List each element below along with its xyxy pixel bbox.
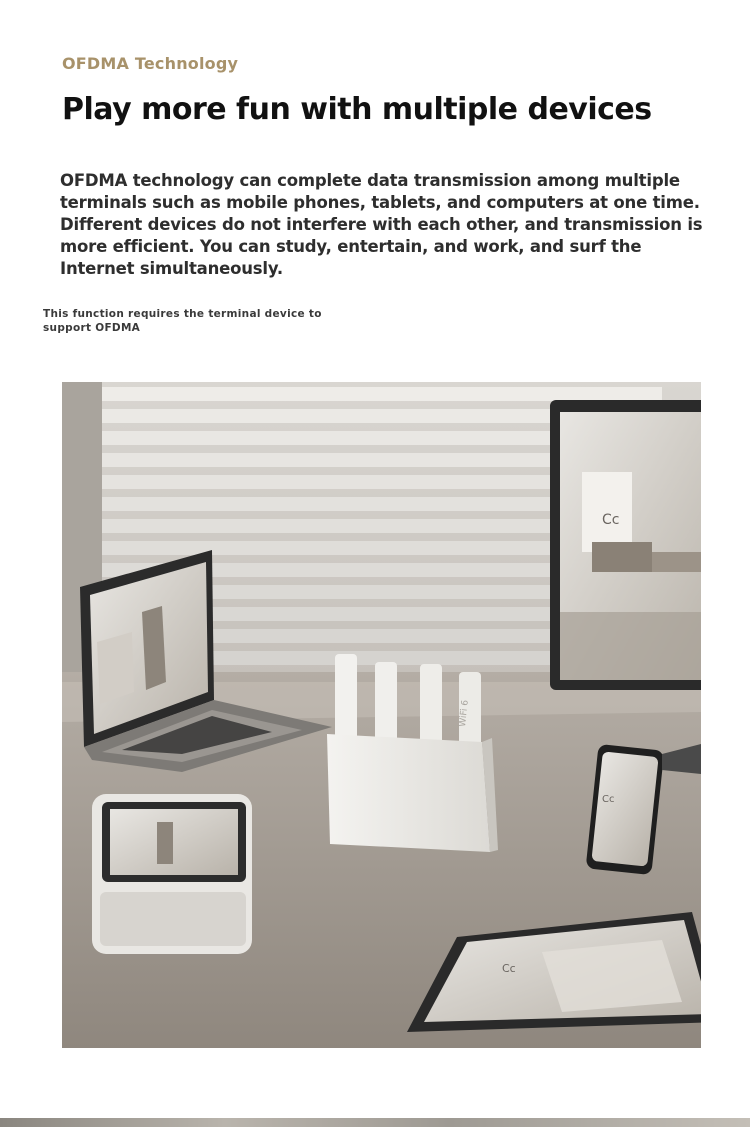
bottom-image-strip (0, 1118, 750, 1127)
smartphone (586, 744, 665, 875)
svg-text:Cc: Cc (602, 512, 620, 528)
product-scene-image (62, 382, 701, 1048)
footnote: This function requires the terminal device to support OFDMA (43, 308, 322, 334)
page-title: Play more fun with multiple devices (62, 92, 652, 127)
feature-description: OFDMA technology can complete data transmission among multiple terminals such as mobile phones, tablets, and computers at one time. Different devices do not interfere with each other, and transmission is more efficient. You can study, entertain, and work, and surf the Internet simultaneously. (60, 171, 703, 278)
eyebrow-label: OFDMA Technology (62, 54, 239, 73)
monitor (550, 400, 701, 690)
svg-text:WiFi 6: WiFi 6 (458, 699, 471, 728)
smart-display (92, 794, 252, 954)
svg-text:Cc: Cc (502, 962, 516, 975)
svg-text:Cc: Cc (602, 794, 615, 805)
product-scene-illustration (62, 382, 701, 1048)
